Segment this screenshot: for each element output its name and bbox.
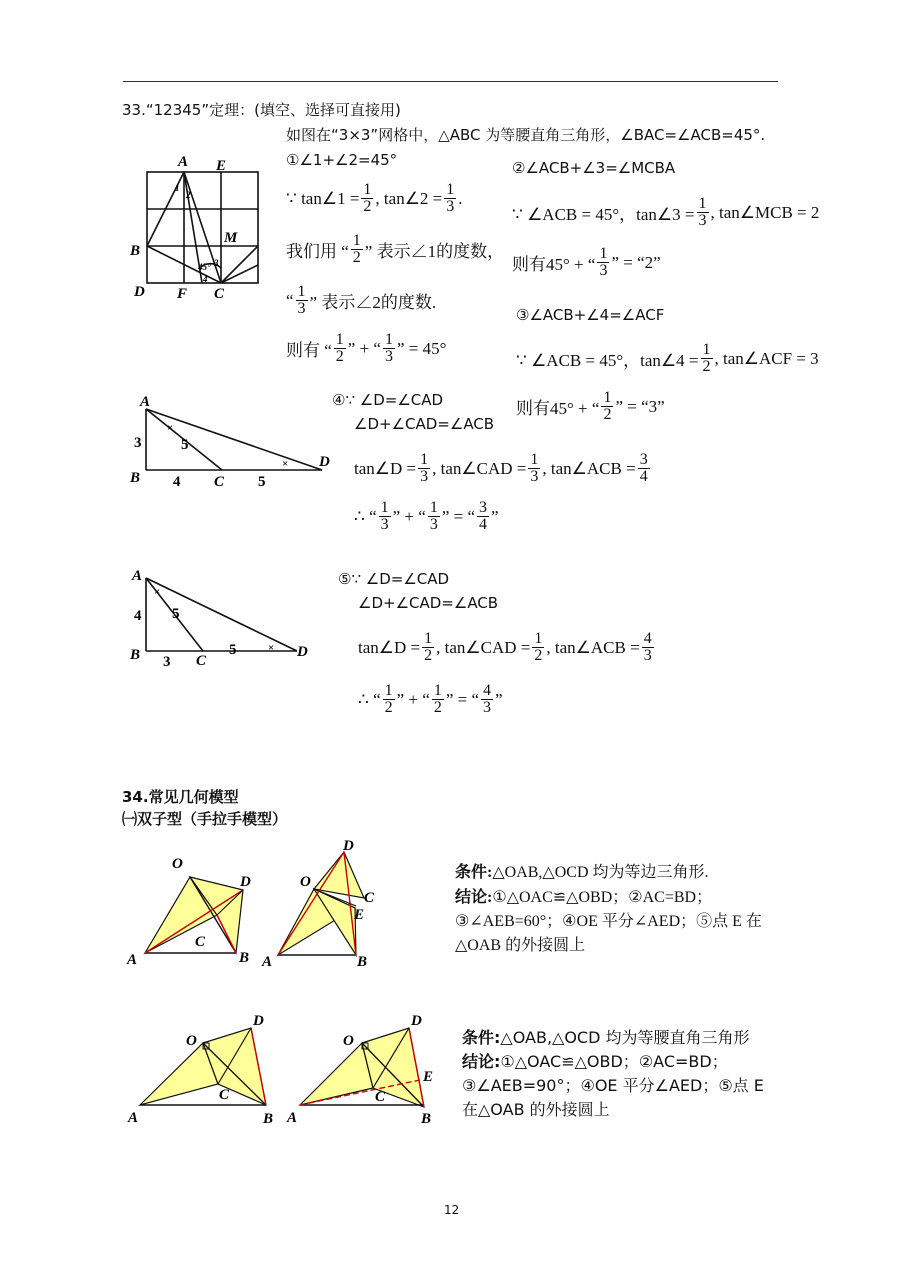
grid-label-f: F (177, 286, 188, 302)
grid-label-c: C (214, 286, 225, 302)
tri5-label-d: D (297, 644, 308, 660)
angle-1-label: 1 (175, 183, 180, 193)
tri5-label-b: B (130, 647, 141, 663)
conclusion-2: 结论:①△OAC≌△OBD；②AC=BD； (462, 1052, 728, 1071)
fig1-c: C (195, 934, 206, 950)
tri5-len-4: 4 (134, 608, 142, 624)
tri4-label-b: B (130, 470, 141, 486)
item-5b: ∠D+∠CAD=∠ACB (358, 594, 499, 612)
because-2: ∵ ∠ACB = 45°，tan∠3 = $\frac{1}{3}$ , tan∠MCB = 2 (512, 195, 820, 229)
angle-45-label: 45° (198, 262, 211, 272)
fig3-c: C (219, 1087, 230, 1103)
fig4-e: E (423, 1069, 434, 1085)
tri5-mark-1: × (154, 586, 161, 598)
condition-1: 条件:△OAB,△OCD 均为等边三角形. (455, 864, 709, 881)
conclusion-2-line2: ③∠AEB=90°；④OE 平分∠AED；⑤点 E (462, 1076, 764, 1095)
fig2-a: A (262, 954, 273, 970)
fraction: $\frac{1}{2}$ (363, 181, 372, 215)
fig4-b: B (421, 1111, 432, 1127)
condition-2: 条件:△OAB,△OCD 均为等腰直角三角形 (462, 1028, 750, 1047)
tan-5: tan∠D = $\frac{1}{2}$ , tan∠CAD = $\frac{1}{2}$ , tan∠ACB = $\frac{4}{3}$ (358, 630, 652, 664)
angle-2-label: 2 (186, 190, 191, 200)
tri4-len-5a: 5 (181, 437, 189, 453)
item-3: ③∠ACB+∠4=∠ACF (516, 306, 665, 324)
item-2: ②∠ACB+∠3=∠MCBA (512, 159, 676, 177)
conclusion-2-line3: 在△OAB 的外接圆上 (462, 1100, 610, 1119)
fig2-right (278, 852, 364, 955)
fig2-o: O (300, 874, 311, 890)
fig2-c: C (364, 890, 375, 906)
tri4-mark-2: × (282, 458, 289, 470)
section-34-title: 34.常见几何模型 (122, 788, 239, 806)
tri4-len-3: 3 (134, 435, 142, 451)
we-use-line: 我们用 “ $\frac{1}{2}$ ” 表示∠1的度数， (286, 232, 505, 266)
therefore-5: ∴ “ $\frac{1}{2}$ ” + “ $\frac{1}{2}$ ” = “ $\frac{4}{3}$ ” (358, 682, 503, 716)
fig3-d: D (253, 1013, 264, 1029)
fig1-d: D (240, 874, 251, 890)
fig4-o: O (343, 1033, 354, 1049)
section-34-subtitle: ㈠双子型（手拉手模型） (122, 810, 288, 828)
fig2-e: E (354, 907, 365, 923)
item-4b: ∠D+∠CAD=∠ACB (354, 415, 495, 433)
fig4-right (300, 1028, 424, 1107)
tri5-len-3: 3 (163, 654, 171, 670)
item-5a: ⑤∵ ∠D=∠CAD (338, 570, 450, 588)
fig4-a: A (287, 1110, 298, 1126)
grid-label-m: M (224, 230, 238, 246)
fig2-b: B (357, 954, 368, 970)
fig4-c: C (375, 1089, 386, 1105)
page-number: 12 (444, 1203, 460, 1217)
grid-label-a: A (178, 154, 189, 170)
then-2: 则有45° + “ $\frac{1}{3}$ ” = “2” (512, 245, 661, 279)
tri5-len-5b: 5 (229, 642, 237, 658)
grid-label-d: D (134, 284, 145, 300)
tri4-len-4: 4 (173, 474, 181, 490)
section-33-intro: 如图在“3×3”网格中，△ABC 为等腰直角三角形，∠BAC=∠ACB=45°. (286, 126, 766, 144)
fig1-a: A (127, 952, 138, 968)
item-1: ①∠1+∠2=45° (286, 151, 398, 169)
tan-4: tan∠D = $\frac{1}{3}$ , tan∠CAD = $\frac{1}{3}$ , tan∠ACB = $\frac{3}{4}$ (354, 451, 648, 485)
angle-3-label: 3 (214, 258, 219, 268)
tri4-mark-1: × (167, 422, 174, 434)
conclusion-1-line2: ③∠AEB=60°；④OE 平分∠AED；⑤点 E 在 (455, 913, 762, 930)
tri4-len-5b: 5 (258, 474, 266, 490)
fig1-left (145, 877, 243, 953)
triangle-5 (146, 578, 297, 651)
because-3: ∵ ∠ACB = 45°，tan∠4 = $\frac{1}{2}$ , tan∠ACF = 3 (516, 341, 819, 375)
grid-label-b: B (130, 243, 141, 259)
fig3-a: A (128, 1110, 139, 1126)
conclusion-1-line3: △OAB 的外接圆上 (455, 937, 586, 954)
fig3-b: B (263, 1111, 274, 1127)
fig2-d: D (343, 838, 354, 854)
tri4-label-c: C (214, 474, 225, 490)
fig1-o: O (172, 856, 183, 872)
then-3: 则有45° + “ $\frac{1}{2}$ ” = “3” (516, 389, 665, 423)
tri4-label-a: A (140, 394, 151, 410)
angle-4-label: 4 (203, 274, 208, 284)
fraction: $\frac{1}{3}$ (446, 181, 455, 215)
section-33-title: 33.“12345”定理：(填空、选择可直接用) (122, 101, 401, 119)
tri4-label-d: D (319, 454, 330, 470)
fig3-left (140, 1028, 266, 1105)
triangle-4 (146, 409, 322, 470)
then-line-1: 则有 “ $\frac{1}{2}$ ” + “ $\frac{1}{3}$ ” = 45° (286, 331, 447, 365)
tan-line-1: ∵ tan∠1 = $\frac{1}{2}$ , tan∠2 = $\frac{1}{3}$ . (286, 181, 463, 215)
fig4-d: D (411, 1013, 422, 1029)
represent-line: “ $\frac{1}{3}$ ” 表示∠2的度数. (286, 283, 437, 317)
tri5-label-a: A (132, 568, 143, 584)
fig1-b: B (239, 950, 250, 966)
conclusion-1: 结论:①△OAC≌△OBD；②AC=BD； (455, 889, 713, 906)
tri5-len-5a: 5 (172, 606, 180, 622)
grid-label-e: E (216, 158, 227, 174)
therefore-4: ∴ “ $\frac{1}{3}$ ” + “ $\frac{1}{3}$ ” = “ $\frac{3}{4}$ ” (354, 499, 499, 533)
item-4a: ④∵ ∠D=∠CAD (332, 391, 444, 409)
fig3-o: O (186, 1033, 197, 1049)
tri5-mark-2: × (268, 642, 275, 654)
tri5-label-c: C (196, 653, 207, 669)
